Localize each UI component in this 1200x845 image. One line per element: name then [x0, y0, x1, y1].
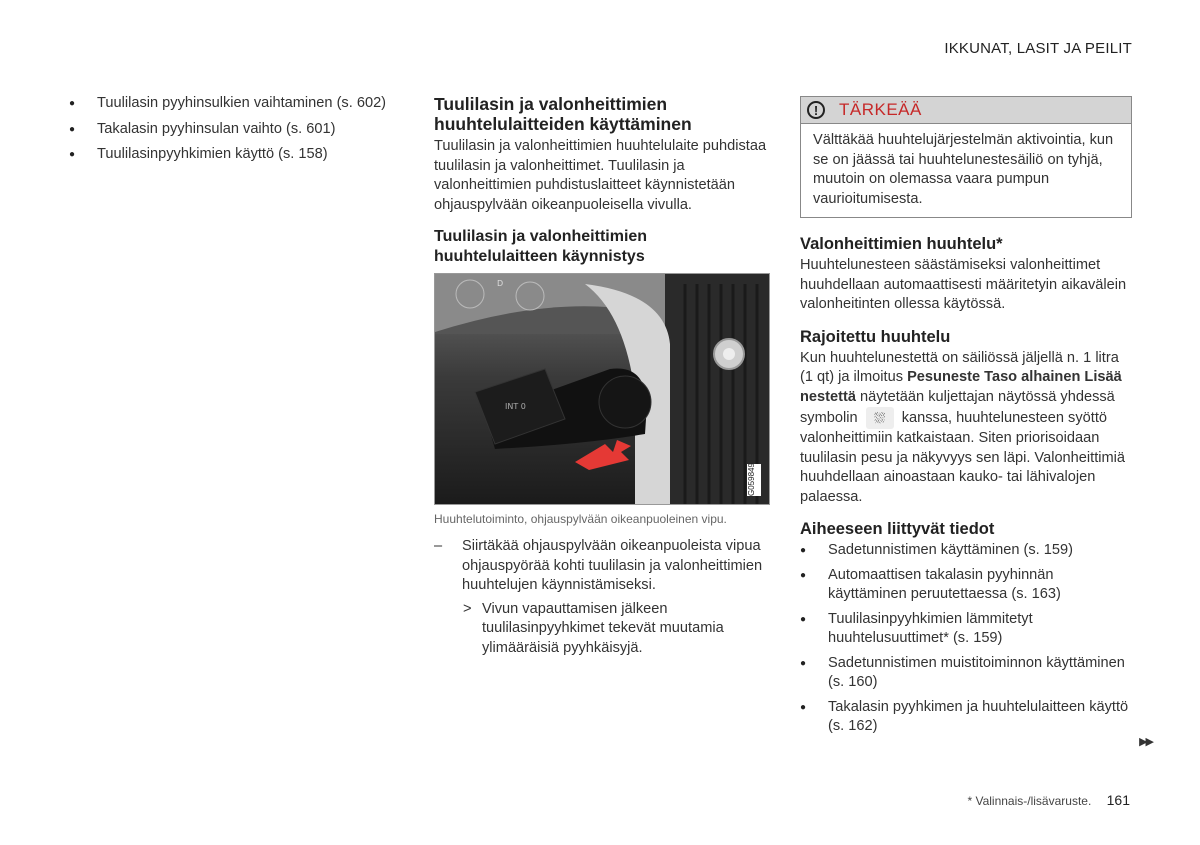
page-footer [967, 792, 1130, 808]
notice-text: Välttäkää huuhtelujärjestelmän aktivointia, kun se on jäässä tai huuhtelunestesäiliö on tyhjä, muutoin on olemassa vaara pumpun vaurioitumisesta. [813, 132, 1114, 207]
page-number: 161 [1106, 792, 1130, 808]
related-link[interactable]: ● Takalasin pyyhinsulan vaihto (s. 601) [69, 120, 409, 140]
limited-washing-text-part-2: näytetään kuljettajan näytössä yhdessä symbolin [800, 388, 1115, 426]
footnote-text: * Valinnais-/lisävaruste. [967, 794, 1092, 808]
limited-washing-text-part-1: Kun huuhtelunestettä on säiliössä jäljellä n. 1 litra (1 qt) ja ilmoitus [800, 349, 1119, 385]
related-info-link[interactable]: ● Sadetunnistimen käyttäminen (s. 159) [800, 541, 1132, 561]
left-column [69, 94, 409, 171]
related-info-link[interactable]: ● Takalasin pyyhkimen ja huuhtelulaitteen käyttö (s. 162) [800, 698, 1132, 737]
right-column [800, 96, 1132, 742]
important-notice-box [800, 96, 1132, 218]
related-info-list [800, 541, 1132, 737]
cluster-gear-label: D [497, 279, 504, 288]
washer-lever-figure [434, 273, 770, 505]
headlamp-washing-text: Huuhtelunesteen säästämiseksi valonheittimet huuhdellaan automaattisesti määritetyin aikavälein valonheitinten ollessa käytössä. [800, 257, 1127, 312]
figure-code: G059849 [747, 464, 761, 496]
continue-arrows-icon: ▶▶ [1139, 736, 1152, 748]
limited-washing-text-part-3: kanssa, huuhtelunesteen syöttö valonheittimiin katkaistaan. Siten priorisoidaan tuulilasin pesu ja näkyvyys sen läpi. Valonheittimiä huuhdellaan ainoastaan kauko- tai lähivalojen palaessa. [800, 409, 1126, 505]
notice-title: TÄRKEÄÄ [839, 100, 922, 119]
activation-subtitle: Tuulilasin ja valonheittimien huuhtelulaitteen käynnistys [434, 228, 648, 265]
notice-header [801, 97, 1131, 124]
step-text: Siirtäkää ohjauspylvään oikeanpuoleista vipua ohjauspyörää kohti tuulilasin ja valonheittimien huuhtelujen käynnistämiseksi. [462, 538, 763, 593]
related-info-link[interactable]: ● Sadetunnistimen muistitoiminnon käyttäminen (s. 160) [800, 654, 1132, 693]
limited-washing-text [800, 349, 1132, 508]
intro-paragraph: Tuulilasin ja valonheittimien huuhtelulaite puhdistaa tuulilasin ja valonheittimet. Tuulilasin ja valonheittimien puhdistuslaitteet käynnistetään ohjauspylvään oikeanpuoleisella vivulla. [434, 138, 767, 213]
step-result [434, 600, 769, 659]
related-info-link[interactable]: ● Tuulilasinpyyhkimien lämmitetyt huuhtelusuuttimet* (s. 159) [800, 610, 1132, 649]
washer-fluid-icon: ⛆ [866, 407, 894, 429]
limited-washing-title: Rajoitettu huuhtelu [800, 327, 951, 346]
step-dash-marker: – [434, 538, 443, 554]
middle-column [434, 94, 769, 658]
result-text: Vivun vapauttamisen jälkeen tuulilasinpyyhkimet tekevät muutamia ylimääräisiä pyyhkäisyjä. [482, 600, 724, 656]
instruction-step [434, 537, 769, 596]
lever-label: INT 0 [505, 402, 526, 411]
exclamation-icon: ! [807, 101, 825, 119]
related-info-link[interactable]: ● Automaattisen takalasin pyyhinnän käyttäminen peruutettaessa (s. 163) [800, 566, 1132, 605]
result-arrow-marker: > [463, 600, 472, 617]
related-link[interactable]: ● Tuulilasinpyyhkimien käyttö (s. 158) [69, 145, 409, 165]
related-link[interactable]: ● Tuulilasin pyyhinsulkien vaihtaminen (s. 602) [69, 94, 409, 114]
driver-display-message: Pesuneste Taso alhainen Lisää nestettä [800, 369, 1122, 405]
section-title: IKKUNAT, LASIT JA PEILIT [944, 40, 1132, 57]
article-title: Tuulilasin ja valonheittimien huuhtelulaitteiden käyttäminen [434, 94, 692, 134]
related-links-list [69, 94, 409, 165]
related-info-title: Aiheeseen liittyvät tiedot [800, 520, 995, 538]
headlamp-washing-title: Valonheittimien huuhtelu* [800, 235, 1003, 253]
figure-caption: Huuhtelutoiminto, ohjauspylvään oikeanpuoleinen vipu. [434, 512, 727, 526]
